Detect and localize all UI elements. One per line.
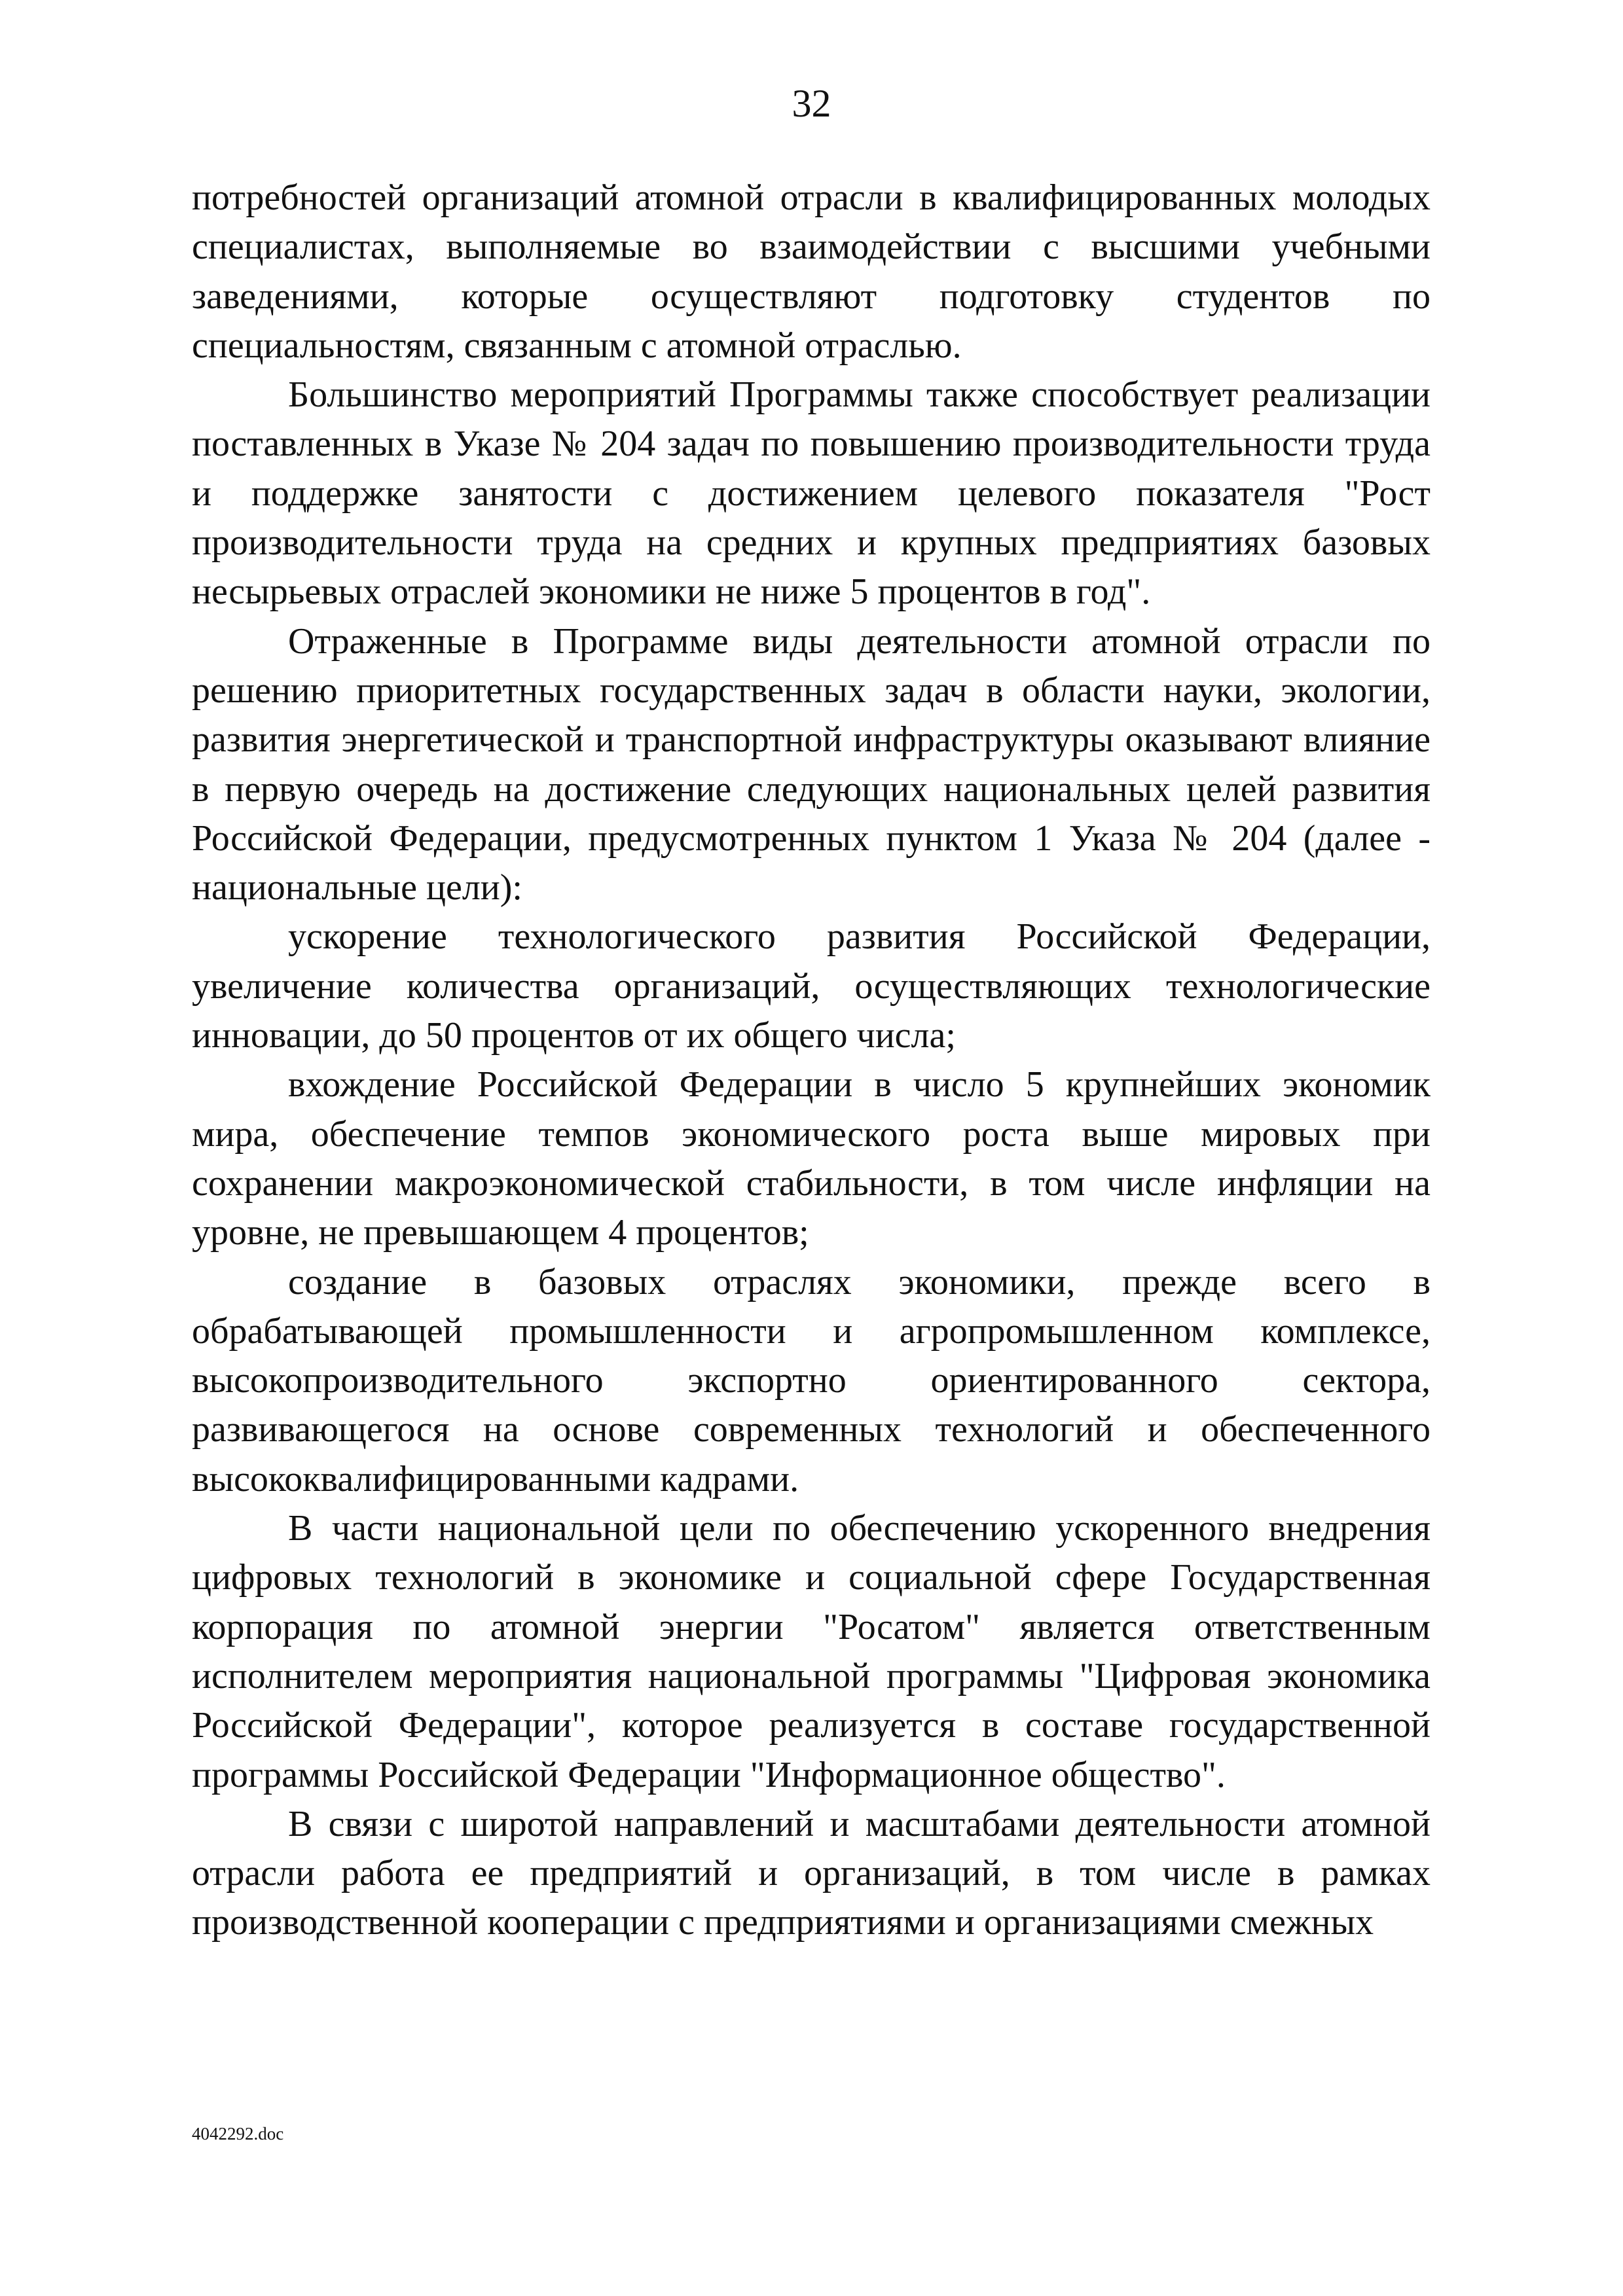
page-number: 32 xyxy=(792,82,831,125)
paragraph: Большинство мероприятий Программы также способствует реализации поставленных в Указе № 204 задач по повышению производительности труда и поддержке занятости с достижением целевого показателя "Рост производительности труда на средних и крупных предприятиях базовых несырьевых отраслей экономики не ниже 5 процентов в год". xyxy=(192,374,1431,613)
list-item-goal: создание в базовых отраслях экономики, прежде всего в обрабатывающей промышленности и агропромышленном комплексе, высокопроизводительного экспортно ориентированного сектора, развивающегося на основе современных технологий и обеспеченного высококвалифицированными кадрами. xyxy=(192,1261,1431,1499)
paragraph: Отраженные в Программе виды деятельности атомной отрасли по решению приоритетных государственных задач в области науки, экологии, развития энергетической и транспортной инфраструктуры оказывают влияние в первую очередь на достижение следующих национальных целей развития Российской Федерации, предусмотренных пунктом 1 Указа № 204 (далее - национальные цели): xyxy=(192,620,1431,908)
paragraph-continuation: потребностей организаций атомной отрасли в квалифицированных молодых специалистах, выполняемые во взаимодействии с высшими учебными заведениями, которые осуществляют подготовку студентов по специальностям, связанным с атомной отраслью. xyxy=(192,177,1431,366)
list-item-goal: ускорение технологического развития Российской Федерации, увеличение количества организаций, осуществляющих технологические инновации, до 50 процентов от их общего числа; xyxy=(192,916,1431,1056)
body-text xyxy=(192,173,1431,1948)
footer-document-id: 4042292.doc xyxy=(192,2124,284,2144)
list-item-goal: вхождение Российской Федерации в число 5 крупнейших экономик мира, обеспечение темпов экономического роста выше мировых при сохранении макроэкономической стабильности, в том числе инфляции на уровне, не превышающем 4 процентов; xyxy=(192,1064,1431,1253)
paragraph: В связи с широтой направлений и масштабами деятельности атомной отрасли работа ее предприятий и организаций, в том числе в рамках производственной кооперации с предприятиями и организациями смежных xyxy=(192,1803,1431,1943)
paragraph: В части национальной цели по обеспечению ускоренного внедрения цифровых технологий в экономике и социальной сфере Государственная корпорация по атомной энергии "Росатом" является ответственным исполнителем мероприятия национальной программы "Цифровая экономика Российской Федерации", которое реализуется в составе государственной программы Российской Федерации "Информационное общество". xyxy=(192,1508,1431,1795)
